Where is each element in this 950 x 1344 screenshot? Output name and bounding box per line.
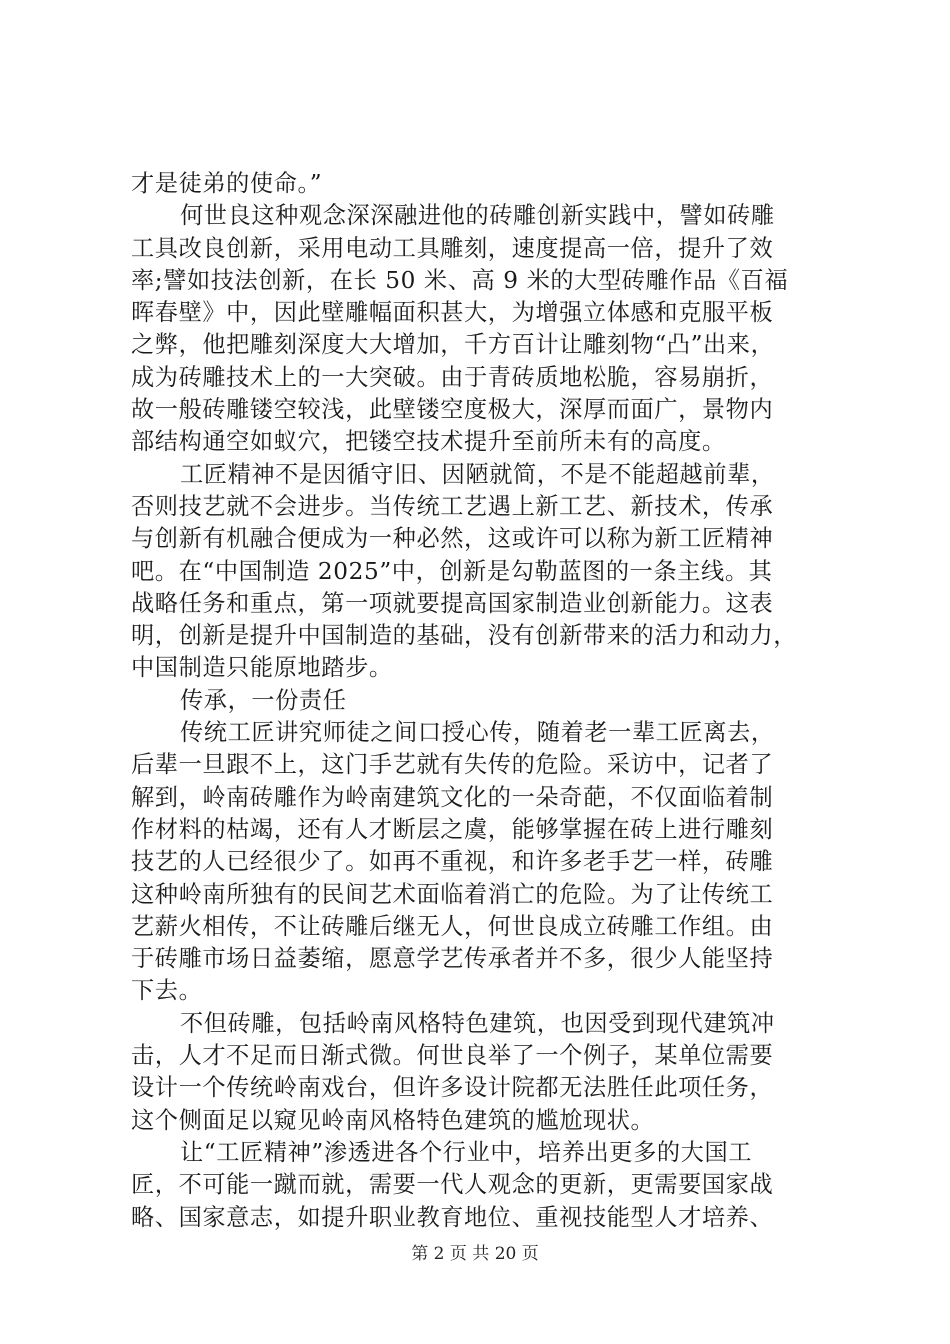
text-line: 设计一个传统岭南戏台，但许多设计院都无法胜任此项任务， (131, 1074, 774, 1102)
text-line: 这个侧面足以窥见岭南风格特色建筑的尴尬现状。 (131, 1106, 655, 1134)
text-line: 工匠精神不是因循守旧、因陋就简，不是不能超越前辈， (180, 460, 775, 488)
text-line: 成为砖雕技术上的一大突破。由于青砖质地松脆，容易崩折， (131, 363, 774, 391)
text-line: 解到，岭南砖雕作为岭南建筑文化的一朵奇葩，不仅面临着制 (131, 783, 774, 811)
text-line: 艺薪火相传，不让砖雕后继无人，何世良成立砖雕工作组。由 (131, 912, 774, 940)
text-line: 略、国家意志，如提升职业教育地位、重视技能型人才培养、 (131, 1203, 774, 1231)
text-line: 作材料的枯竭，还有人才断层之虞，能够掌握在砖上进行雕刻 (131, 815, 774, 843)
text-line: 击，人才不足而日渐式微。何世良举了一个例子，某单位需要 (131, 1042, 774, 1070)
text-line: 部结构通空如蚁穴，把镂空技术提升至前所未有的高度。 (131, 428, 726, 456)
text-line: 故一般砖雕镂空较浅，此壁镂空度极大，深厚而面广，景物内 (131, 396, 774, 424)
text-line: 这种岭南所独有的民间艺术面临着消亡的危险。为了让传统工 (131, 880, 774, 908)
text-line: 才是徒弟的使命。” (131, 170, 323, 197)
text-line: 下去。 (131, 977, 203, 1005)
text-line: 工具改良创新，采用电动工具雕刻，速度提高一倍，提升了效 (131, 234, 774, 262)
text-line: 传承，一份责任 (180, 686, 347, 714)
text-line: 否则技艺就不会进步。当传统工艺遇上新工艺、新技术，传承 (131, 492, 774, 520)
text-line: 晖春壁》中，因此壁雕幅面积甚大，为增强立体感和克服平板 (131, 299, 774, 327)
text-line: 不但砖雕，包括岭南风格特色建筑，也因受到现代建筑冲 (180, 1009, 775, 1037)
text-line: 之弊，他把雕刻深度大大增加，千方百计让雕刻物“凸”出来， (131, 331, 775, 359)
text-line: 让“工匠精神”渗透进各个行业中，培养出更多的大国工 (180, 1138, 753, 1166)
body-text (131, 168, 831, 1234)
text-line: 何世良这种观念深深融进他的砖雕创新实践中，譬如砖雕 (180, 202, 775, 230)
text-line: 于砖雕市场日益萎缩，愿意学艺传承者并不多，很少人能坚持 (131, 945, 774, 973)
page-number-label: 第 2 页 共 20 页 (411, 1244, 539, 1264)
text-line: 吧。在“中国制造 2025”中，创新是勾勒蓝图的一条主线。其 (131, 557, 773, 585)
text-line: 匠，不可能一蹴而就，需要一代人观念的更新，更需要国家战 (131, 1171, 774, 1199)
text-line: 传统工匠讲究师徒之间口授心传，随着老一辈工匠离去， (180, 719, 775, 747)
text-line: 战略任务和重点，第一项就要提高国家制造业创新能力。这表 (131, 589, 774, 617)
text-line: 明，创新是提升中国制造的基础，没有创新带来的活力和动力， (131, 622, 798, 650)
page-footer (0, 1243, 950, 1265)
text-line: 后辈一旦跟不上，这门手艺就有失传的危险。采访中，记者了 (131, 751, 774, 779)
text-line: 技艺的人已经很少了。如再不重视，和许多老手艺一样，砖雕 (131, 848, 774, 876)
text-line: 与创新有机融合便成为一种必然，这或许可以称为新工匠精神 (131, 525, 774, 553)
text-line: 中国制造只能原地踏步。 (131, 654, 393, 682)
text-line: 率;譬如技法创新，在长 50 米、高 9 米的大型砖雕作品《百福 (131, 266, 789, 294)
